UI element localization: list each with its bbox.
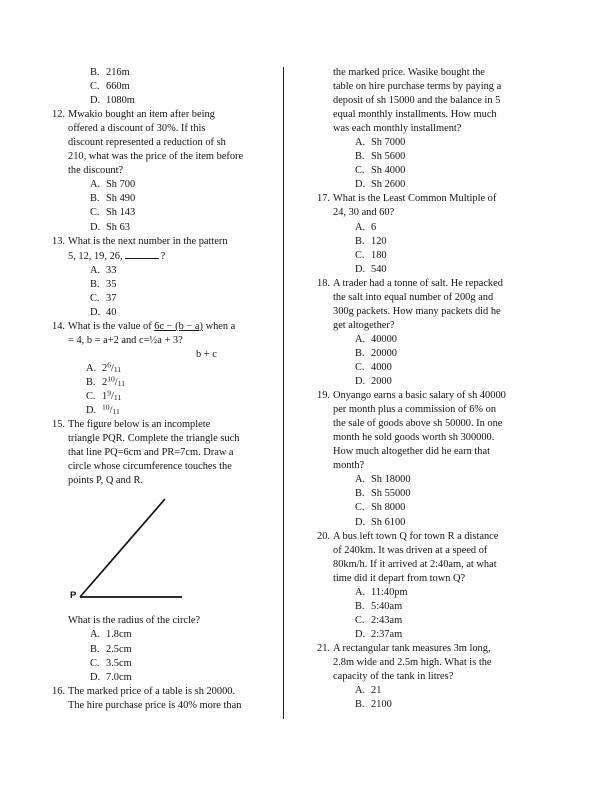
question-16-continuation bbox=[311, 66, 543, 136]
option-text: Sh 5600 bbox=[371, 151, 406, 163]
option-numerator: 6 bbox=[107, 360, 111, 370]
option-letter: B. bbox=[355, 600, 365, 612]
option-item[interactable] bbox=[355, 136, 543, 150]
option-item[interactable] bbox=[355, 333, 543, 347]
question-line: 80km/h. If it arrived at 2:40am, at what bbox=[333, 558, 497, 570]
option-item[interactable] bbox=[90, 643, 278, 657]
question-line: A bus left town Q for town R a distance bbox=[333, 530, 499, 542]
question-line: How much altogether did he earn that bbox=[333, 446, 490, 458]
question-number: 14. bbox=[52, 320, 65, 332]
option-text: 4000 bbox=[371, 361, 392, 373]
question-line: The marked price of a table is sh 20000. bbox=[68, 685, 236, 697]
question-number: 20. bbox=[317, 530, 330, 542]
option-item[interactable] bbox=[90, 657, 278, 671]
question-line: What is the Least Common Multiple of bbox=[333, 193, 497, 205]
question-line: the salt into equal number of 200g and bbox=[333, 291, 494, 303]
option-item[interactable] bbox=[90, 94, 278, 108]
question-number: 12. bbox=[52, 109, 65, 121]
question-number: 13. bbox=[52, 235, 65, 247]
option-item[interactable] bbox=[90, 306, 278, 320]
question-number: 19. bbox=[317, 390, 330, 402]
pattern-prefix: 5, 12, 19, 26, bbox=[68, 250, 123, 262]
vertex-label-p: P bbox=[70, 590, 77, 602]
option-letter: D. bbox=[90, 306, 101, 318]
right-column bbox=[311, 66, 543, 712]
question-line: The figure below is an incomplete bbox=[68, 419, 211, 431]
question-number: 17. bbox=[317, 193, 330, 205]
option-item[interactable] bbox=[355, 487, 543, 501]
question-20-options bbox=[311, 586, 543, 642]
question-line: The hire purchase price is 40% more than bbox=[68, 699, 242, 711]
option-item[interactable] bbox=[355, 473, 543, 487]
option-text: 20000 bbox=[371, 347, 397, 359]
question-21 bbox=[311, 642, 543, 684]
question-line: points P, Q and R. bbox=[68, 475, 144, 487]
option-letter: A. bbox=[355, 221, 366, 233]
option-item[interactable] bbox=[355, 684, 543, 698]
option-letter: B. bbox=[90, 193, 100, 205]
question-line: Onyango earns a basic salary of sh 40000 bbox=[333, 390, 506, 402]
option-item[interactable] bbox=[355, 628, 543, 642]
question-line: month? bbox=[333, 460, 365, 472]
option-denominator: 11 bbox=[113, 392, 122, 402]
option-item[interactable] bbox=[355, 698, 543, 712]
option-item[interactable] bbox=[355, 178, 543, 192]
question-16-options bbox=[311, 136, 543, 192]
question-13 bbox=[46, 235, 278, 264]
question-number: 21. bbox=[317, 642, 330, 654]
option-letter: D. bbox=[355, 628, 366, 640]
option-denominator: 11 bbox=[113, 364, 122, 374]
question-15-options bbox=[46, 628, 278, 684]
option-letter: B. bbox=[355, 347, 365, 359]
option-text: Sh 700 bbox=[106, 179, 136, 191]
option-item[interactable] bbox=[90, 178, 278, 192]
question-18-options bbox=[311, 333, 543, 389]
question-line: of 240km. It was driven at a speed of bbox=[333, 544, 488, 556]
option-item[interactable] bbox=[86, 362, 278, 376]
option-text: 3.5cm bbox=[106, 657, 132, 669]
option-text: 5:40am bbox=[371, 600, 403, 612]
question-stem-line-2: = 4, b = a+2 and c=½a + 3? bbox=[68, 334, 183, 346]
question-line: 300g packets. How many packets did he bbox=[333, 305, 501, 317]
question-line-pattern bbox=[68, 249, 278, 264]
option-letter: A. bbox=[355, 586, 366, 598]
question-line: capacity of the tank in litres? bbox=[333, 671, 454, 683]
option-text: 11:40pm bbox=[371, 586, 408, 598]
option-numerator: 10 bbox=[102, 402, 110, 412]
option-item[interactable] bbox=[355, 586, 543, 600]
option-item[interactable] bbox=[355, 600, 543, 614]
fraction-numerator: 6c − (b − a) bbox=[154, 320, 203, 332]
ray-pr-diagonal bbox=[80, 499, 165, 597]
option-text: Sh 7000 bbox=[371, 137, 406, 149]
question-17 bbox=[311, 192, 543, 220]
option-text: Sh 4000 bbox=[371, 165, 406, 177]
option-denominator: 11 bbox=[117, 378, 125, 388]
option-letter: B. bbox=[90, 67, 100, 78]
option-text: 1080m bbox=[106, 95, 135, 107]
option-letter: B. bbox=[355, 151, 365, 163]
option-item[interactable] bbox=[355, 249, 543, 263]
option-letter: B. bbox=[355, 235, 365, 247]
option-letter: A. bbox=[90, 629, 101, 641]
question-18 bbox=[311, 277, 543, 333]
option-letter: B. bbox=[86, 377, 96, 389]
option-letter: B. bbox=[90, 278, 100, 290]
option-letter: D. bbox=[355, 516, 366, 528]
option-text: Sh 143 bbox=[106, 207, 136, 219]
triangle-svg bbox=[46, 496, 278, 612]
option-denominator: 11 bbox=[112, 407, 120, 417]
question-15 bbox=[46, 418, 278, 488]
option-item[interactable] bbox=[90, 292, 278, 306]
fraction-denominator: b + c bbox=[196, 348, 217, 360]
option-text: 40000 bbox=[371, 333, 397, 345]
option-item[interactable] bbox=[355, 221, 543, 235]
question-line: A trader had a tonne of salt. He repacked bbox=[333, 277, 503, 289]
left-column bbox=[46, 66, 278, 713]
option-letter: D. bbox=[90, 671, 101, 683]
option-letter: C. bbox=[355, 614, 365, 626]
fraction-slash-icon: / bbox=[109, 405, 113, 417]
question-line: time did it depart from town Q? bbox=[333, 572, 466, 584]
question-line: deposit of sh 15000 and the balance in 5 bbox=[333, 95, 501, 107]
option-item[interactable] bbox=[90, 264, 278, 278]
fraction-slash-icon: / bbox=[111, 362, 114, 374]
option-whole: 2 bbox=[102, 362, 108, 374]
question-number: 16. bbox=[52, 685, 65, 697]
option-numerator: 9 bbox=[107, 388, 111, 398]
question-21-options bbox=[311, 684, 543, 712]
option-item[interactable] bbox=[355, 501, 543, 515]
option-text: 33 bbox=[106, 264, 117, 276]
option-letter: A. bbox=[90, 264, 101, 276]
option-letter: B. bbox=[355, 699, 365, 711]
option-item[interactable] bbox=[90, 206, 278, 220]
option-item[interactable] bbox=[355, 235, 543, 249]
option-letter: D. bbox=[90, 221, 101, 233]
option-text: Sh 2600 bbox=[371, 179, 406, 191]
option-item[interactable] bbox=[355, 375, 543, 389]
question-12-options bbox=[46, 178, 278, 234]
pattern-suffix: ? bbox=[160, 250, 166, 262]
orphan-options-list bbox=[46, 66, 278, 108]
question-line: equal monthly installments. How much bbox=[333, 109, 497, 121]
option-text: Sh 8000 bbox=[371, 502, 406, 514]
option-text: 660m bbox=[106, 81, 130, 93]
option-text: Sh 18000 bbox=[371, 474, 411, 486]
option-letter: C. bbox=[355, 249, 365, 261]
question-line: A rectangular tank measures 3m long, bbox=[333, 642, 491, 654]
option-letter: C. bbox=[90, 657, 100, 669]
option-letter: D. bbox=[86, 405, 97, 417]
question-line: get altogether? bbox=[333, 319, 395, 331]
question-number: 18. bbox=[317, 277, 330, 289]
option-text: 540 bbox=[371, 263, 387, 275]
question-line: triangle PQR. Complete the triangle such bbox=[68, 433, 240, 445]
option-letter: D. bbox=[355, 376, 366, 388]
option-text: 180 bbox=[371, 249, 387, 261]
fraction-slash-icon: / bbox=[114, 377, 118, 389]
question-16 bbox=[46, 685, 278, 713]
option-text: Sh 490 bbox=[106, 193, 136, 205]
question-15-sub-question: What is the radius of the circle? bbox=[68, 615, 201, 627]
option-item[interactable] bbox=[90, 671, 278, 685]
option-item[interactable] bbox=[90, 192, 278, 206]
option-item[interactable] bbox=[355, 347, 543, 361]
option-item[interactable] bbox=[355, 614, 543, 628]
option-letter: D. bbox=[355, 179, 366, 191]
option-whole: 2 bbox=[102, 377, 108, 389]
stem-prefix: What is the value of bbox=[68, 320, 152, 332]
question-line: month he sold goods worth sh 300000. bbox=[333, 432, 495, 444]
option-text: Sh 63 bbox=[106, 221, 130, 233]
option-item[interactable] bbox=[355, 263, 543, 277]
question-stem-line bbox=[68, 320, 278, 334]
option-text: 2000 bbox=[371, 376, 392, 388]
option-letter: A. bbox=[355, 137, 366, 149]
stem-suffix: when a bbox=[205, 320, 236, 332]
option-item[interactable] bbox=[90, 628, 278, 642]
question-13-options bbox=[46, 264, 278, 320]
incomplete-triangle-figure bbox=[46, 496, 278, 612]
option-letter: C. bbox=[86, 391, 96, 403]
question-12 bbox=[46, 108, 278, 178]
question-20 bbox=[311, 530, 543, 586]
option-text: 120 bbox=[371, 235, 387, 247]
option-text: 6 bbox=[371, 221, 377, 233]
question-line: 24, 30 and 60? bbox=[333, 207, 395, 219]
option-item[interactable] bbox=[355, 516, 543, 530]
option-text: 1.8cm bbox=[106, 629, 132, 641]
fill-in-blank[interactable] bbox=[125, 249, 159, 259]
option-text: 2:43am bbox=[371, 614, 403, 626]
column-divider bbox=[283, 67, 284, 719]
option-letter: C. bbox=[90, 81, 100, 93]
option-text: 37 bbox=[106, 292, 117, 304]
question-number: 15. bbox=[52, 419, 65, 431]
question-14-options bbox=[46, 362, 278, 418]
option-text: 35 bbox=[106, 278, 117, 290]
question-line: 2.8m wide and 2.5m high. What is the bbox=[333, 656, 492, 668]
question-19 bbox=[311, 389, 543, 473]
option-item[interactable] bbox=[90, 66, 278, 80]
question-line: table on hire purchase terms by paying a bbox=[333, 81, 502, 93]
question-line: What is the next number in the pattern bbox=[68, 235, 228, 247]
question-line: was each monthly installment? bbox=[333, 123, 462, 135]
option-item[interactable] bbox=[90, 221, 278, 235]
option-item[interactable] bbox=[86, 390, 278, 404]
question-14 bbox=[46, 320, 278, 362]
option-text: Sh 6100 bbox=[371, 516, 406, 528]
option-letter: A. bbox=[355, 685, 366, 697]
option-letter: C. bbox=[355, 361, 365, 373]
option-text: 40 bbox=[106, 306, 117, 318]
option-item[interactable] bbox=[90, 80, 278, 94]
option-text: 7.0cm bbox=[106, 671, 132, 683]
option-letter: C. bbox=[90, 292, 100, 304]
option-text: 21 bbox=[371, 685, 382, 697]
question-line: discount represented a reduction of sh bbox=[68, 137, 226, 149]
question-line: offered a discount of 30%. If this bbox=[68, 123, 206, 135]
option-letter: D. bbox=[355, 263, 366, 275]
question-line: per month plus a commission of 6% on bbox=[333, 404, 497, 416]
option-letter: C. bbox=[355, 165, 365, 177]
option-letter: A. bbox=[355, 474, 366, 486]
question-line: Mwakio bought an item after being bbox=[68, 109, 215, 121]
question-line: the sale of goods above sh 50000. In one bbox=[333, 418, 503, 430]
option-numerator: 10 bbox=[107, 374, 115, 384]
option-text: 216m bbox=[106, 67, 130, 78]
option-item[interactable] bbox=[355, 361, 543, 375]
option-item[interactable] bbox=[355, 164, 543, 178]
option-letter: A. bbox=[355, 333, 366, 345]
question-line: that line PQ=6cm and PR=7cm. Draw a bbox=[68, 447, 234, 459]
option-text: 2.5cm bbox=[106, 643, 132, 655]
question-17-options bbox=[311, 221, 543, 277]
option-letter: C. bbox=[90, 207, 100, 219]
option-text: 2100 bbox=[371, 699, 392, 711]
option-letter: C. bbox=[355, 502, 365, 514]
option-item[interactable] bbox=[86, 404, 278, 418]
option-item[interactable] bbox=[90, 278, 278, 292]
question-line: the discount? bbox=[68, 165, 124, 177]
option-item[interactable] bbox=[355, 150, 543, 164]
option-text: Sh 55000 bbox=[371, 488, 411, 500]
option-text: 2:37am bbox=[371, 628, 403, 640]
option-item[interactable] bbox=[86, 376, 278, 390]
question-19-options bbox=[311, 473, 543, 529]
fraction-slash-icon: / bbox=[111, 391, 114, 403]
option-letter: D. bbox=[90, 95, 101, 107]
option-letter: A. bbox=[90, 179, 101, 191]
question-line: the marked price. Wasike bought the bbox=[333, 67, 485, 78]
question-line: circle whose circumference touches the bbox=[68, 461, 232, 473]
option-letter: B. bbox=[355, 488, 365, 500]
question-line: 210, what was the price of the item before bbox=[68, 151, 244, 163]
option-letter: A. bbox=[86, 362, 97, 374]
option-whole: 1 bbox=[102, 391, 108, 403]
option-letter: B. bbox=[90, 643, 100, 655]
